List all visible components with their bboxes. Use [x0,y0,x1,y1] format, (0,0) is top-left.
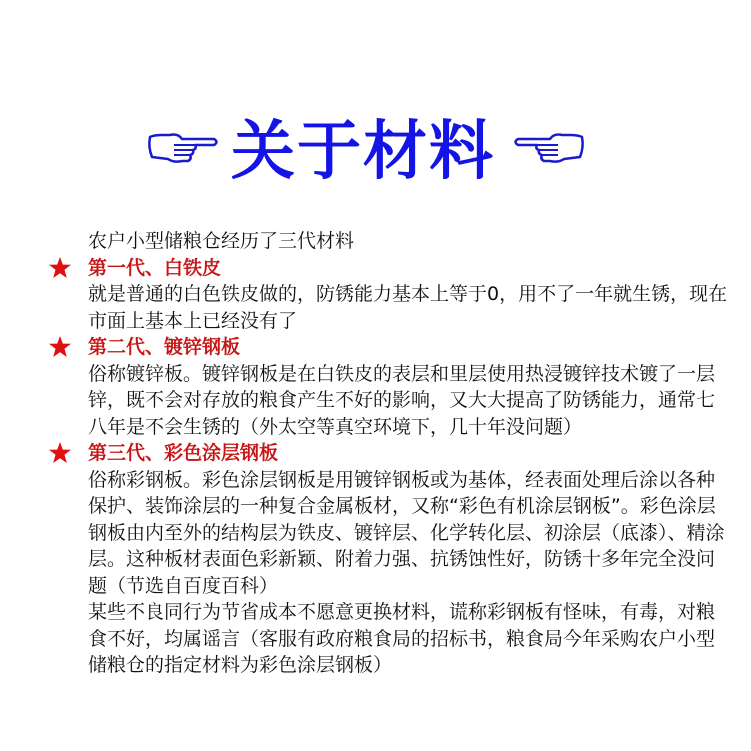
pointing-hand-right-icon [144,125,220,169]
red-star-icon [48,256,72,280]
red-star-icon [48,441,72,465]
pointing-hand-left-icon [512,125,588,169]
title-row [0,112,751,192]
closing-text: 某些不良同行为节省成本不愿意更换材料，谎称彩钢板有怪味，有毒，对粮食不好，均属谣言（客服有政府粮食局的招标书，粮食局今年采购农户小型储粮仓的指定材料为彩色涂层钢板） [88,601,716,676]
section-heading-1 [88,255,728,282]
page-title: 关于材料 [231,115,495,189]
section-heading-label: 第二代、镀锌钢板 [88,336,241,358]
section-heading-3 [88,440,728,467]
article-body [88,228,728,679]
section-body-1: 就是普通的白色铁皮做的，防锈能力基本上等于0，用不了一年就生锈，现在市面上基本上已经没有了 [88,283,728,332]
red-star-icon [48,335,72,359]
section-body-2: 俗称镀锌板。镀锌钢板是在白铁皮的表层和里层使用热浸镀锌技术镀了一层锌，既不会对存放的粮食产生不好的影响，又大大提高了防锈能力，通常七八年是不会生锈的（外太空等真空环境下，几十年没问题） [88,362,716,438]
section-heading-2 [88,334,728,361]
section-heading-label: 第一代、白铁皮 [88,256,222,279]
section-body-3: 俗称彩钢板。彩色涂层钢板是用镀锌钢板或为基体，经表面处理后涂以各种保护、装饰涂层的一种复合金属板材，又称“彩色有机涂层钢板”。彩色涂层钢板由内至外的结构层为铁皮、镀锌层、化学转化层、初涂层（底漆）、精涂层。这种板材表面色彩新颖、附着力强、抗锈蚀性好，防锈十多年完全没问题（节选自百度百科） [88,468,725,597]
intro-text: 农户小型储粮仓经历了三代材料 [88,230,355,252]
section-heading-label: 第三代、彩色涂层钢板 [88,442,279,464]
